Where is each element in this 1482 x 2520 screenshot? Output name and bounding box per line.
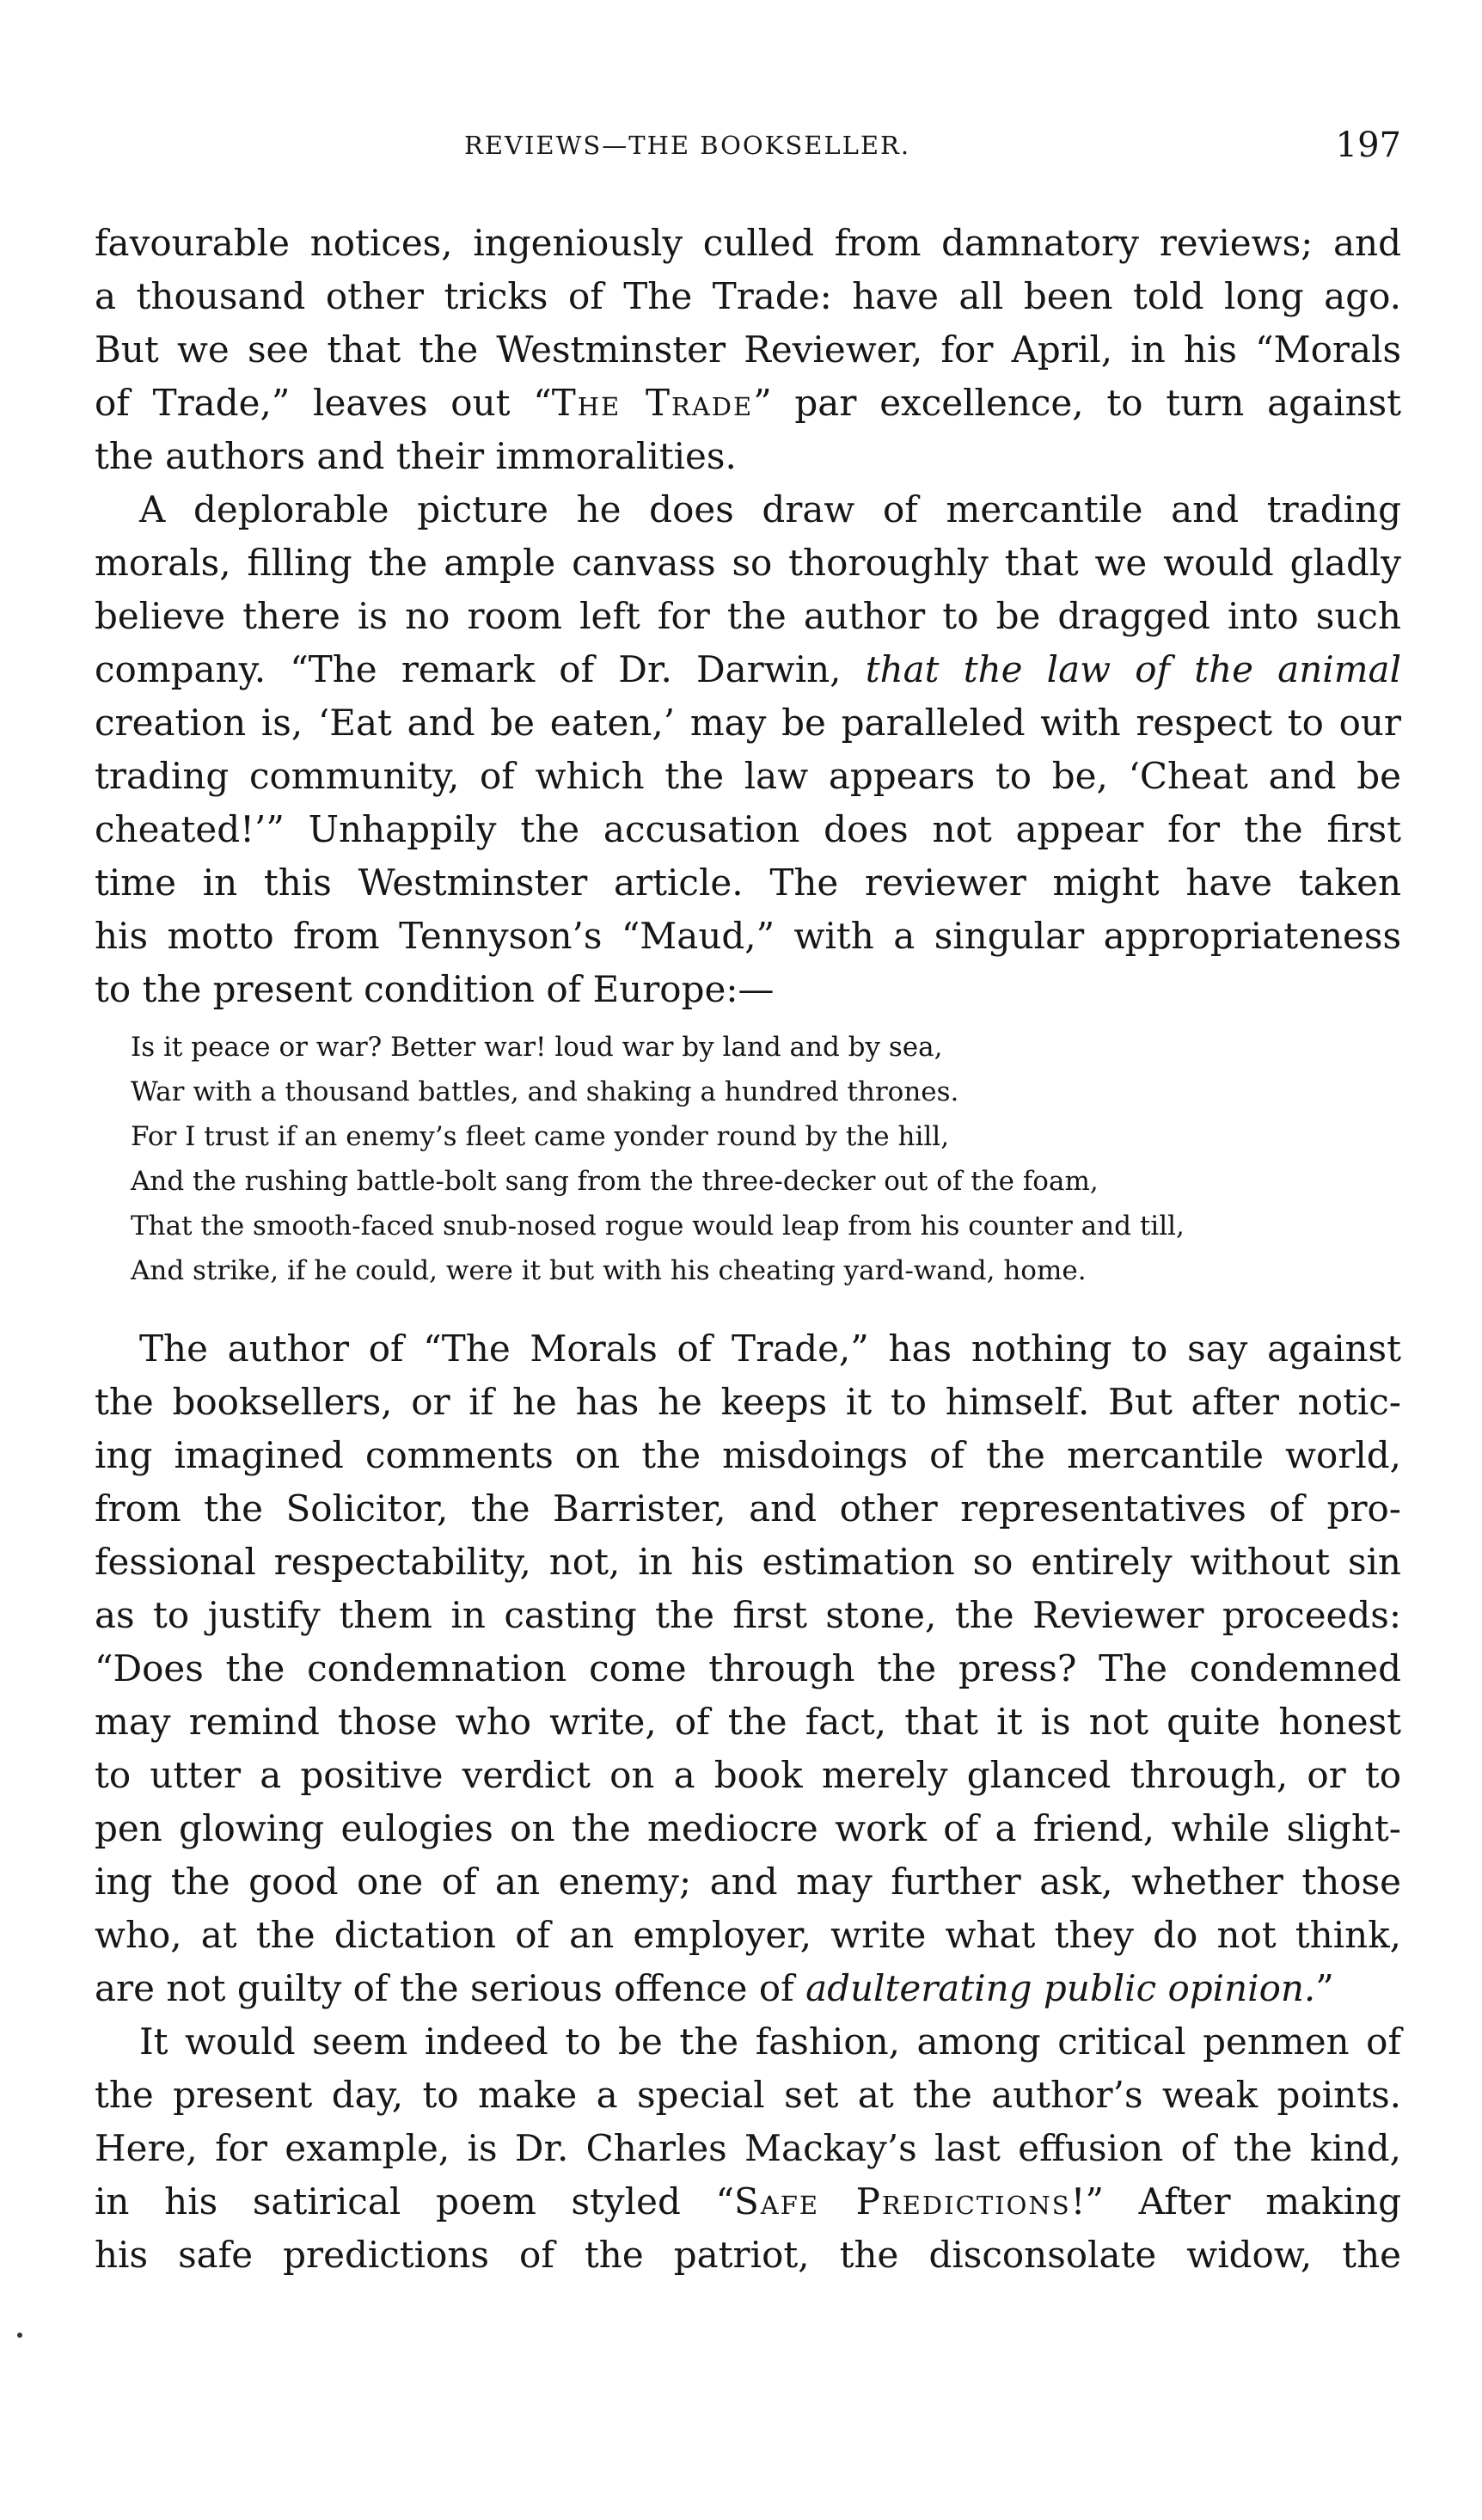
text-line: favourable notices, ingeniously culled from damnatory reviews; and [95, 222, 1401, 264]
text-line: pen glowing eulogies on the mediocre work of a friend, while slight- [95, 1807, 1401, 1849]
body-text [95, 217, 1401, 2282]
text-segment: in his satirical poem styled “ [95, 2180, 734, 2223]
verse-line: War with a thousand battles, and shaking a hundred thrones. [131, 1076, 959, 1107]
verse-quotation [95, 1025, 1401, 1293]
text-line: a thousand other tricks of The Trade: have all been told long ago. [95, 275, 1401, 317]
text-line: The author of “The Morals of Trade,” has nothing to say against [139, 1327, 1401, 1370]
text-line: believe there is no room left for the author to be dragged into such [95, 595, 1401, 637]
text-line [95, 1962, 1401, 2015]
text-line: the booksellers, or if he has he keeps it to himself. But after notic- [95, 1381, 1401, 1423]
text-line [95, 643, 1401, 696]
text-line: “Does the condemnation come through the press? The condemned [95, 1647, 1401, 1689]
page-header [95, 127, 1401, 179]
italic-text: adulterating public opinion. [805, 1967, 1316, 2009]
text-line: morals, filling the ample canvass so thoroughly that we would gladly [95, 542, 1401, 584]
text-line: creation is, ‘Eat and be eaten,’ may be paralleled with respect to our [95, 702, 1401, 744]
text-line: who, at the dictation of an employer, write what they do not think, [95, 1914, 1401, 1956]
text-line [95, 377, 1401, 430]
text-line: from the Solicitor, the Barrister, and other representatives of pro- [95, 1487, 1401, 1530]
text-line: Here, for example, is Dr. Charles Mackay’s last effusion of the kind, [95, 2127, 1401, 2169]
verse-line: And strike, if he could, were it but with his cheating yard-wand, home. [131, 1255, 1087, 1286]
text-line: It would seem indeed to be the fashion, among critical penmen of [139, 2020, 1401, 2063]
margin-mark [17, 2333, 22, 2338]
text-line [95, 2175, 1401, 2229]
paragraph-4 [95, 2015, 1401, 2282]
text-line: time in this Westminster article. The reviewer might have taken [95, 861, 1401, 904]
text-line: to utter a positive verdict on a book merely glanced through, or to [95, 1754, 1401, 1796]
text-line: ing imagined comments on the misdoings of the mercantile world, [95, 1434, 1401, 1476]
paragraph-1 [95, 217, 1401, 483]
paragraph-3 [95, 1322, 1401, 2015]
text-line: the authors and their immoralities. [95, 435, 737, 477]
text-segment: ” [1315, 1967, 1334, 2009]
page-number: 197 [1335, 126, 1401, 165]
small-caps-text: The Trade [551, 382, 754, 424]
verse-line: Is it peace or war? Better war! loud war by land and by sea, [131, 1032, 943, 1063]
small-caps-text: Safe Predictions [733, 2180, 1071, 2223]
text-segment: of Trade,” leaves out “ [95, 382, 552, 424]
text-line: his motto from Tennyson’s “Maud,” with a singular appropriateness [95, 915, 1401, 957]
text-line: ing the good one of an enemy; and may further ask, whether those [95, 1861, 1401, 1903]
text-line: trading community, of which the law appears to be, ‘Cheat and be [95, 755, 1401, 797]
text-line: as to justify them in casting the first stone, the Reviewer proceeds: [95, 1594, 1401, 1636]
text-segment: are not guilty of the serious offence of [95, 1967, 806, 2009]
verse-line: For I trust if an enemy’s fleet came yonder round by the hill, [131, 1121, 950, 1152]
italic-text: that the law of the animal [865, 648, 1401, 690]
text-line: fessional respectability, not, in his estimation so entirely without sin [95, 1541, 1401, 1583]
text-line: cheated!’” Unhappily the accusation does not appear for the first [95, 808, 1401, 850]
text-line: his safe predictions of the patriot, the disconsolate widow, the [95, 2234, 1401, 2276]
text-segment: !” After making [1070, 2180, 1401, 2223]
paragraph-2 [95, 483, 1401, 1016]
running-head: REVIEWS—THE BOOKSELLER. [464, 131, 911, 160]
text-line: to the present condition of Europe:— [95, 968, 775, 1010]
text-line: the present day, to make a special set at the author’s weak points. [95, 2074, 1401, 2116]
text-segment: ” par excellence, to turn against [753, 382, 1401, 424]
verse-line: And the rushing battle-bolt sang from the three-decker out of the foam, [131, 1166, 1099, 1197]
text-segment: company. “The remark of Dr. Darwin, [95, 648, 866, 690]
text-line: may remind those who write, of the fact, that it is not quite honest [95, 1701, 1401, 1743]
verse-line: That the smooth-faced snub-nosed rogue would leap from his counter and till, [131, 1211, 1185, 1242]
text-line: But we see that the Westminster Reviewer, for April, in his “Morals [95, 328, 1401, 371]
text-line: A deplorable picture he does draw of mercantile and trading [139, 488, 1401, 530]
